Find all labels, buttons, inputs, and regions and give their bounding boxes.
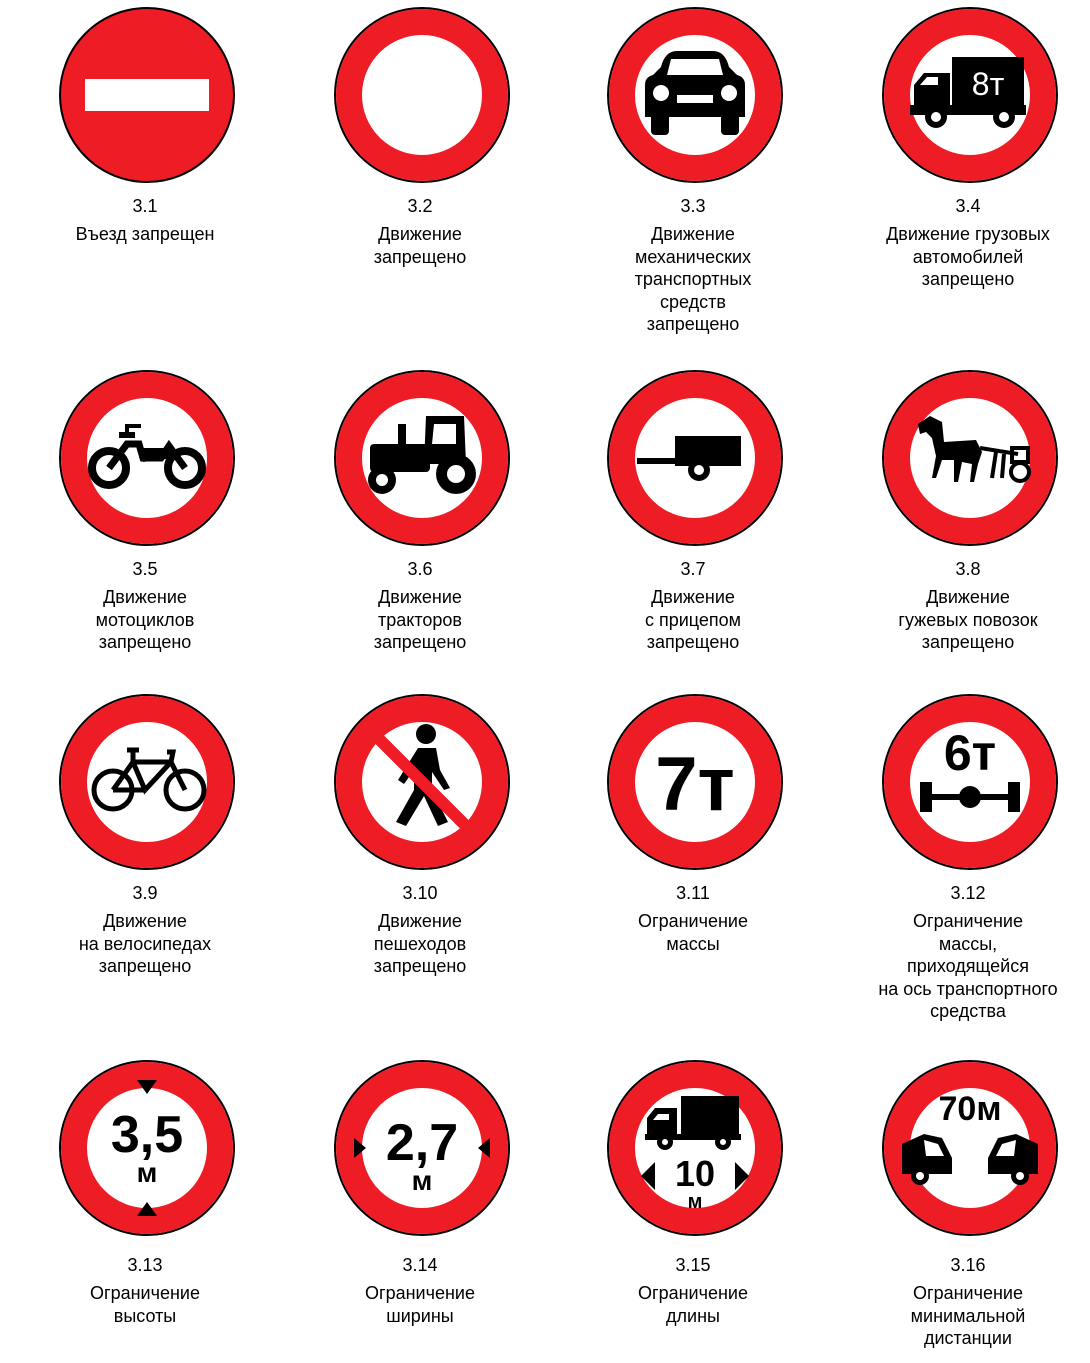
sign-caption: Движение на велосипедах запрещено	[78, 911, 212, 976]
horse-cart-icon	[880, 368, 1060, 548]
sign-number: 3.8	[955, 559, 981, 579]
sign-caption: Ограничение длины	[638, 1283, 748, 1326]
sign-value-text: 2,7	[385, 1114, 459, 1172]
sign-value-text: 70м	[938, 1090, 1002, 1128]
sign-number: 3.2	[407, 196, 433, 216]
sign-value-text: 10	[674, 1153, 716, 1194]
sign-number: 3.14	[402, 1255, 438, 1275]
truck-icon	[880, 5, 1060, 185]
min-distance-icon	[880, 1058, 1060, 1238]
sign-caption: Ограничение ширины	[365, 1283, 475, 1326]
tractor-icon	[332, 368, 512, 548]
car-icon	[605, 5, 785, 185]
pedestrian-icon	[332, 692, 512, 872]
sign-number: 3.16	[950, 1255, 986, 1275]
sign-value-text: 6т	[943, 725, 997, 781]
sign-caption: Ограничение высоты	[90, 1283, 200, 1326]
sign-caption: Движение тракторов запрещено	[373, 587, 467, 652]
sign-caption: Движение механических транспортных средств запрещено	[634, 224, 752, 334]
sign-number: 3.1	[132, 196, 158, 216]
length-limit-icon	[605, 1058, 785, 1238]
sign-caption: Ограничение массы	[638, 911, 748, 954]
sign-number: 3.11	[676, 883, 710, 903]
sign-number: 3.6	[407, 559, 433, 579]
sign-caption: Движение с прицепом запрещено	[644, 587, 742, 652]
sign-caption: Въезд запрещен	[75, 224, 215, 244]
sign-number: 3.15	[675, 1255, 711, 1275]
height-limit-icon	[57, 1058, 237, 1238]
sign-unit-text: м	[411, 1165, 433, 1196]
sign-number: 3.13	[127, 1255, 163, 1275]
no-entry-bar-icon	[57, 5, 237, 185]
sign-number: 3.7	[680, 559, 706, 579]
trailer-icon	[605, 368, 785, 548]
sign-value-text: 7т	[655, 742, 735, 827]
sign-number: 3.10	[402, 883, 438, 903]
width-limit-icon	[332, 1058, 512, 1238]
bicycle-icon	[57, 692, 237, 872]
sign-number: 3.4	[955, 196, 981, 216]
sign-value-text: 8т	[971, 66, 1005, 102]
sign-number: 3.5	[132, 559, 158, 579]
motorcycle-icon	[57, 368, 237, 548]
sign-caption: Движение грузовых автомобилей запрещено	[886, 224, 1050, 289]
sign-unit-text: м	[687, 1191, 703, 1213]
sign-caption: Движение пешеходов запрещено	[373, 911, 467, 976]
sign-caption: Движение гужевых повозок запрещено	[898, 587, 1038, 652]
mass-limit-icon	[605, 692, 785, 872]
sign-unit-text: м	[136, 1157, 158, 1188]
sign-caption: Движение запрещено	[373, 224, 467, 267]
empty-circle-icon	[332, 5, 512, 185]
sign-caption: Движение мотоциклов запрещено	[95, 587, 195, 652]
axle-load-icon	[880, 692, 1060, 872]
sign-number: 3.9	[132, 883, 158, 903]
sign-caption: Ограничение минимальной дистанции	[910, 1283, 1026, 1348]
sign-value-text: 3,5	[110, 1106, 184, 1164]
sign-number: 3.12	[950, 883, 986, 903]
sign-caption: Ограничение массы, приходящейся на ось транспортного средства	[878, 911, 1058, 1021]
sign-number: 3.3	[680, 196, 706, 216]
